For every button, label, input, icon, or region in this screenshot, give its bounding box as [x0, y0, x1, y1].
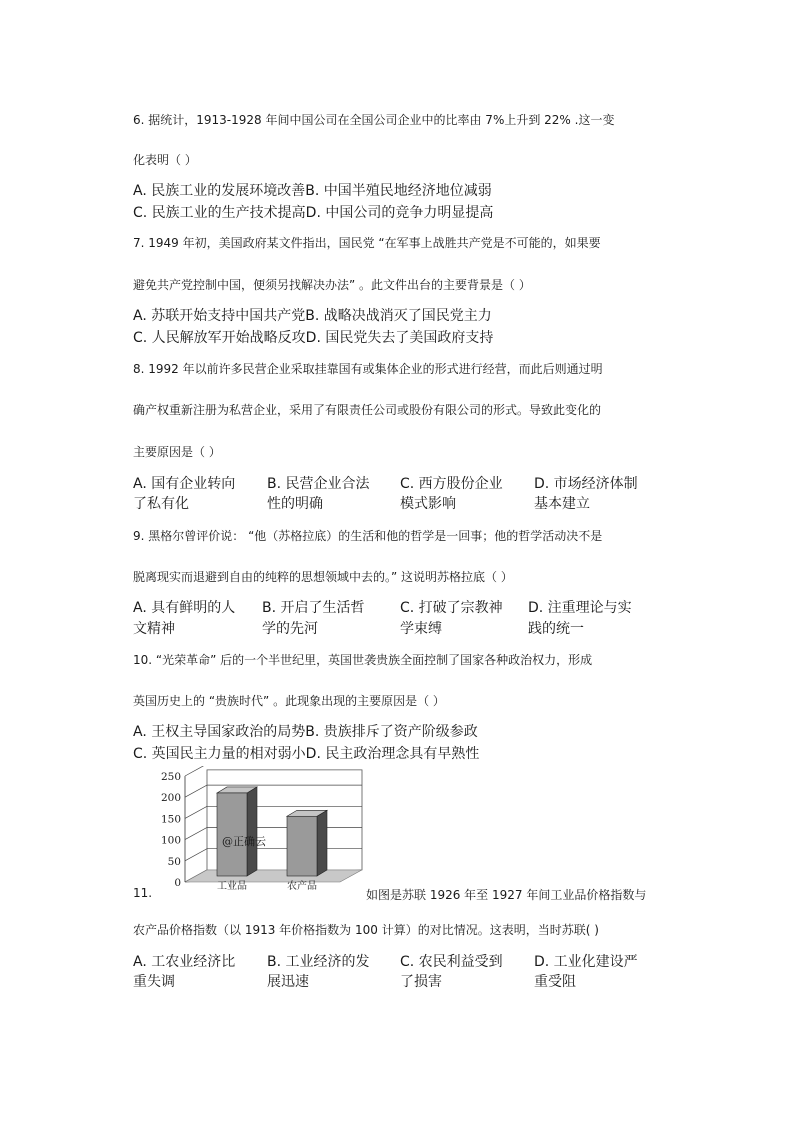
- q8-option-d-cont: 基本建立: [534, 496, 590, 512]
- q9-option-d-cont: 践的统一: [528, 621, 584, 637]
- q9-option-c: C. 打破了宗教神: [400, 600, 503, 616]
- q11-option-d-cont: 重受阻: [534, 974, 576, 990]
- q10-options-cd: C. 英国民主力量的相对弱小D. 民主政治理念具有早熟性: [133, 746, 480, 762]
- y-tick-label: 100: [160, 834, 181, 847]
- q11-stem-line1: 如图是苏联 1926 年至 1927 年间工业品价格指数与: [366, 888, 647, 902]
- bar: [287, 816, 317, 876]
- q9-option-a-cont: 文精神: [133, 621, 175, 637]
- q11-stem-line2: 农产品价格指数（以 1913 年价格指数为 100 计算）的对比情况。这表明，当时苏联( ): [133, 923, 599, 937]
- q7-stem-line2: 避免共产党控制中国，便须另找解决办法” 。此文件出台的主要背景是（ ）: [133, 278, 531, 292]
- y-tick-label: 50: [167, 855, 181, 868]
- q9-option-b: B. 开启了生活哲: [262, 600, 365, 616]
- q6-stem-line2: 化表明（ ）: [133, 153, 197, 167]
- q7-options-cd: C. 人民解放军开始战略反攻D. 国民党失去了美国政府支持: [133, 330, 494, 346]
- q8-stem-line1: 8. 1992 年以前许多民营企业采取挂靠国有或集体企业的形式进行经营，而此后则通过明: [133, 362, 603, 376]
- q6-options-cd: C. 民族工业的生产技术提高D. 中国公司的竞争力明显提高: [133, 205, 494, 221]
- q8-stem-line3: 主要原因是（ ）: [133, 445, 221, 459]
- q6-stem-line1: 6. 据统计，1913-1928 年间中国公司在全国公司企业中的比率由 7%上升到 22% .这一变: [133, 113, 615, 127]
- y-tick-label: 250: [160, 771, 181, 783]
- q11-option-d: D. 工业化建设严: [534, 954, 638, 970]
- q8-option-c: C. 西方股份企业: [400, 476, 503, 492]
- q11-option-c-cont: 了损害: [400, 974, 442, 990]
- q9-option-a: A. 具有鲜明的人: [133, 600, 236, 616]
- price-index-bar-chart: [155, 766, 370, 891]
- q11-number: 11.: [133, 886, 153, 900]
- chart-back-wall: [185, 770, 362, 882]
- q6-options-ab: A. 民族工业的发展环境改善B. 中国半殖民地经济地位减弱: [133, 183, 492, 199]
- q9-option-c-cont: 学束缚: [400, 621, 442, 637]
- q8-option-d: D. 市场经济体制: [534, 476, 638, 492]
- x-category-label: 农产品: [287, 881, 317, 891]
- chart-floor: [185, 870, 362, 882]
- y-tick-label: 200: [160, 792, 181, 805]
- q8-option-b: B. 民营企业合法: [267, 476, 370, 492]
- q10-stem-line2: 英国历史上的 “贵族时代” 。此现象出现的主要原因是（ ）: [133, 694, 445, 708]
- q9-stem-line2: 脱离现实而退避到自由的纯粹的思想领域中去的。” 这说明苏格拉底（ ）: [133, 570, 513, 584]
- q8-option-a: A. 国有企业转向: [133, 476, 236, 492]
- q8-stem-line2: 确产权重新注册为私营企业，采用了有限责任公司或股份有限公司的形式。导致此变化的: [133, 403, 602, 417]
- bar-side: [317, 810, 327, 876]
- q11-option-c: C. 农民利益受到: [400, 954, 503, 970]
- q9-option-b-cont: 学的先河: [262, 621, 318, 637]
- q10-options-ab: A. 王权主导国家政治的局势B. 贵族排斥了资产阶级参政: [133, 724, 478, 740]
- q8-option-a-cont: 了私有化: [133, 496, 189, 512]
- q11-option-b-cont: 展迅速: [267, 974, 309, 990]
- chart-watermark: @正确云: [222, 835, 266, 848]
- y-tick-label: 0: [174, 877, 181, 889]
- bar-side: [247, 787, 257, 876]
- q11-option-b: B. 工业经济的发: [267, 954, 370, 970]
- q8-option-c-cont: 模式影响: [400, 496, 456, 512]
- q9-option-d: D. 注重理论与实: [528, 600, 632, 616]
- q11-option-a: A. 工农业经济比: [133, 954, 236, 970]
- y-tick-label: 150: [160, 813, 181, 826]
- q11-option-a-cont: 重失调: [133, 974, 175, 990]
- q7-stem-line1: 7. 1949 年初，美国政府某文件指出，国民党 “在军事上战胜共产党是不可能的，如果要: [133, 236, 601, 250]
- q7-options-ab: A. 苏联开始支持中国共产党B. 战略决战消灭了国民党主力: [133, 308, 492, 324]
- q8-option-b-cont: 性的明确: [267, 496, 323, 512]
- q9-stem-line1: 9. 黑格尔曾评价说： “他（苏格拉底）的生活和他的哲学是一回事；他的哲学活动决不是: [133, 529, 603, 543]
- x-category-label: 工业品: [217, 881, 247, 891]
- q10-stem-line1: 10. “光荣革命” 后的一个半世纪里，英国世袭贵族全面控制了国家各种政治权力，形成: [133, 653, 593, 667]
